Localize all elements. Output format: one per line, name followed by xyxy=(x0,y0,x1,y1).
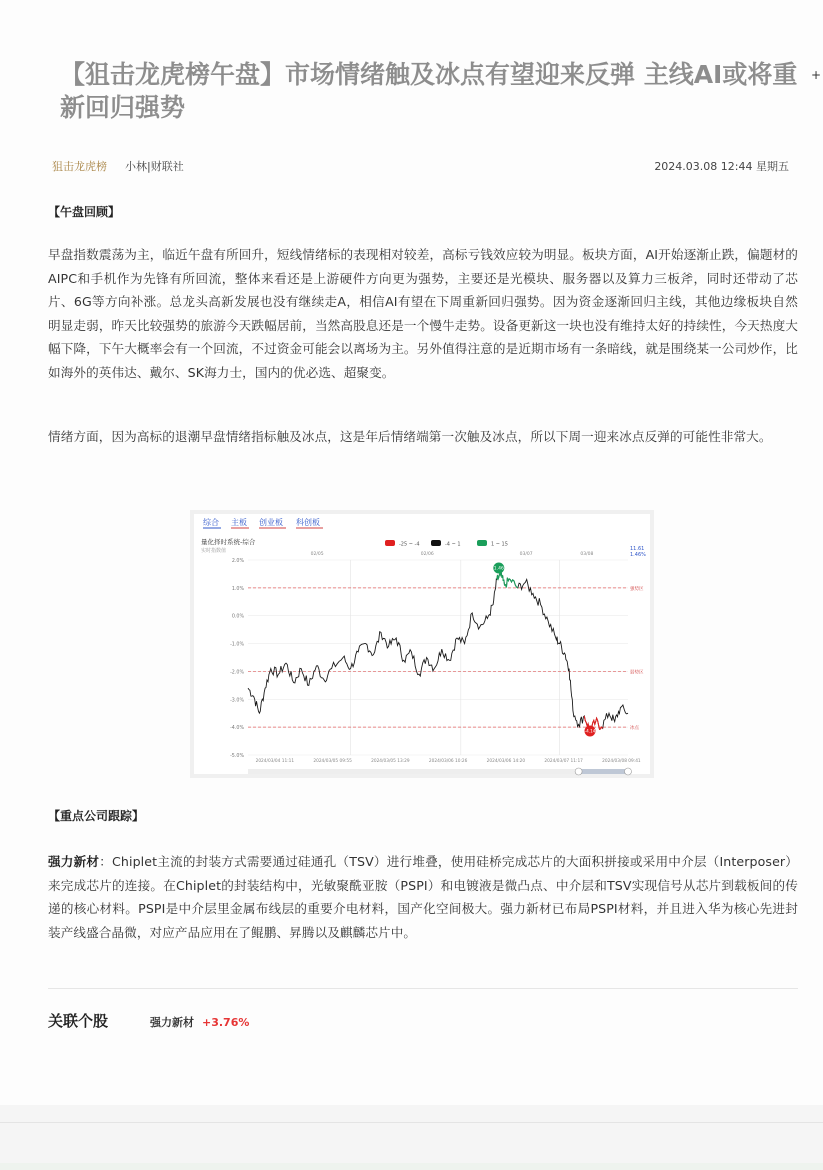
footer-strip xyxy=(0,1163,823,1170)
peak-marker-label: 1.46 xyxy=(493,566,504,572)
chart-tab-1: 主板 xyxy=(231,518,247,527)
related-stocks-title: 关联个股 xyxy=(48,1012,109,1030)
x-label-1: 2024/03/05 09:55 xyxy=(313,759,352,764)
chart-tab-3: 科创板 xyxy=(296,518,320,527)
stock-name[interactable]: 强力新材 xyxy=(150,1016,194,1029)
legend-swatch-0 xyxy=(385,540,395,546)
range-slider-track xyxy=(248,769,628,774)
sentiment-chart xyxy=(190,510,654,778)
ref-label-0: 强势区 xyxy=(630,586,644,592)
stock-change: +3.76% xyxy=(202,1016,250,1029)
focus-paragraph xyxy=(48,850,798,944)
y-tick-6: -4.0% xyxy=(230,726,244,732)
review-paragraph-1: 早盘指数震荡为主，临近午盘有所回升，短线情绪标的表现相对较差，高标亏钱效应较为明显。板块方面，AI开始逐渐止跌，偏题材的AIPC和手机作为先锋有所回流，整体来看还是上游硬件方向更为强势，主要还是光模块、服务器以及算力三板斧，同时还带动了芯片、6G等方向补涨。总龙头高新发展也没有继续走A，相信AI有望在下周重新回归强势。因为资金逐渐回归主线，其他边缘板块自然明显走弱，昨天比较强势的旅游今天跌幅居前，当然高股息还是一个慢牛走势。设备更新这一块也没有维持太好的持续性，今天热度大幅下降，下午大概率会有一个回流，不过资金可能会以离场为主。另外值得注意的是近期市场有一条暗线，就是围绕某一公司炒作，比如海外的英伟达、戴尔、SK海力士，国内的优必选、超聚变。 xyxy=(48,247,798,380)
related-stock-item[interactable] xyxy=(150,1014,249,1030)
legend-swatch-2 xyxy=(477,540,487,546)
y-tick-5: -3.0% xyxy=(230,698,244,704)
x-label-3: 2024/03/06 10:26 xyxy=(428,759,468,764)
top-date-1: 02/06 xyxy=(420,552,434,557)
chart-subtitle: 实时指数值 xyxy=(201,548,227,554)
y-tick-2: 0.0% xyxy=(231,614,244,620)
footer-band xyxy=(0,1105,823,1170)
top-date-2: 03/07 xyxy=(519,552,533,557)
legend-label-2: 1 ~ 15 xyxy=(491,541,508,548)
range-slider-window xyxy=(579,769,628,774)
chart-right-pct: 1.46% xyxy=(630,552,646,558)
section-divider xyxy=(48,988,798,989)
focus-heading: 【重点公司跟踪】 xyxy=(48,809,145,823)
legend-label-0: -25 ~ -4 xyxy=(399,541,420,548)
chart-svg xyxy=(190,510,654,778)
x-label-6: 2024/03/08 09:41 xyxy=(602,759,641,764)
focus-text: Chiplet主流的封装方式需要通过硅通孔（TSV）进行堆叠，使用硅桥完成芯片的大面积拼接或采用中介层（Interposer）来完成芯片的连接。在Chiplet的封装结构中，光敏聚酰亚胺（PSPI）和电镀液是微凸点、中介层和TSV实现信号从芯片到载板间的传递的核心材料。PSPI是中介层里金属布线层的重要介电材料，国产化空间极大。强力新材已布局PSPI材料，并且进入华为核心先进封装产线盛合晶微，对应产品应用在了鲲鹏、昇腾以及麒麟芯片中。 xyxy=(48,854,799,940)
x-label-0: 2024/03/04 11:11 xyxy=(255,759,295,764)
y-tick-3: -1.0% xyxy=(230,642,244,648)
chart-title: 量化择时系统-综合 xyxy=(201,538,256,546)
ref-label-1: 弱势区 xyxy=(630,670,644,676)
y-tick-0: 2.0% xyxy=(231,559,244,564)
range-slider-handle-right xyxy=(625,768,632,775)
focus-separator: ： xyxy=(99,854,113,869)
review-paragraph-2: 情绪方面，因为高标的退潮早盘情绪指标触及冰点，这是年后情绪端第一次触及冰点，所以下周一迎来冰点反弹的可能性非常大。 xyxy=(48,429,772,444)
chart-tab-0: 综合 xyxy=(203,518,219,527)
y-tick-7: -5.0% xyxy=(230,754,244,759)
author-name: 小林|财联社 xyxy=(125,160,184,173)
y-tick-1: 1.0% xyxy=(231,586,244,592)
footer-divider xyxy=(0,1122,823,1123)
top-date-0: 02/05 xyxy=(310,552,324,557)
column-link[interactable]: 狙击龙虎榜 xyxy=(52,160,107,173)
trough-marker-label: -4.14 xyxy=(584,728,596,734)
x-label-4: 2024/03/06 14:20 xyxy=(486,759,526,764)
x-label-2: 2024/03/05 13:29 xyxy=(371,759,410,764)
top-date-3: 03/08 xyxy=(580,552,594,557)
ref-label-2: 冰点 xyxy=(630,726,639,732)
y-tick-4: -2.0% xyxy=(230,670,244,676)
publish-datetime: 2024.03.08 12:44 星期五 xyxy=(654,160,789,173)
article-title: 【狙击龙虎榜午盘】市场情绪触及冰点有望迎来反弹 主线AI或将重新回归强势 xyxy=(60,60,798,122)
x-label-5: 2024/03/07 11:17 xyxy=(544,759,583,764)
legend-swatch-1 xyxy=(431,540,441,546)
focus-company-name: 强力新材 xyxy=(48,854,100,869)
chart-tab-2: 创业板 xyxy=(259,518,283,527)
review-heading: 【午盘回顾】 xyxy=(48,205,121,219)
chart-right-value: 11.61 xyxy=(630,546,645,552)
corner-plus-icon[interactable]: + xyxy=(810,68,821,82)
range-slider-handle-left xyxy=(575,768,582,775)
legend-label-1: -4 ~ 1 xyxy=(445,541,461,548)
